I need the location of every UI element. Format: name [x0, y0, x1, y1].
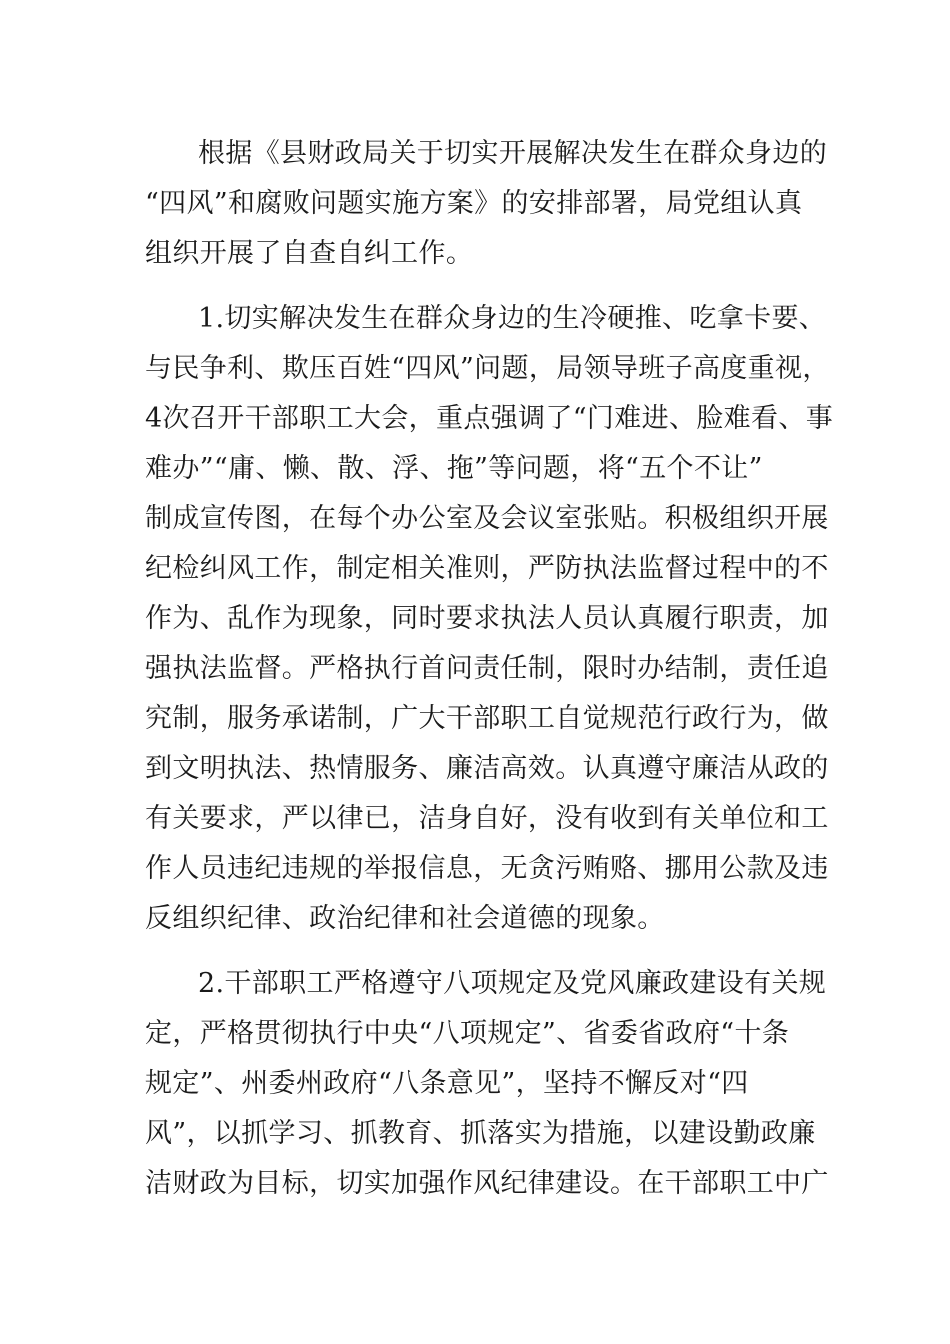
text-line: 规定”、州委州政府“八条意见”，坚持不懈反对“四 — [145, 1068, 749, 1099]
text-line: 难办”“庸、懒、散、浮、拖”等问题，将“五个不让” — [145, 453, 763, 484]
text-line: 根据《县财政局关于切实开展解决发生在群众身边的 — [198, 138, 828, 169]
text-line: “四风”和腐败问题实施方案》的安排部署，局党组认真 — [145, 188, 803, 219]
text-line: 与民争利、欺压百姓“四风”问题，局领导班子高度重视， — [145, 353, 830, 384]
text-line: 组织开展了自查自纠工作。 — [145, 238, 474, 269]
text-line: 纪检纠风工作，制定相关准则，严防执法监督过程中的不 — [145, 553, 829, 584]
text-line: 究制，服务承诺制，广大干部职工自觉规范行政行为，做 — [145, 703, 829, 734]
text-line: 强执法监督。严格执行首问责任制，限时办结制，责任追 — [145, 653, 829, 684]
text-line: 到文明执法、热情服务、廉洁高效。认真遵守廉洁从政的 — [145, 753, 829, 784]
text-line: 作为、乱作为现象，同时要求执法人员认真履行职责，加 — [145, 603, 829, 634]
text-line: 制成宣传图，在每个办公室及会议室张贴。积极组织开展 — [145, 503, 829, 534]
text-line: 作人员违纪违规的举报信息，无贪污贿赂、挪用公款及违 — [145, 853, 829, 884]
text-line: 2.干部职工严格遵守八项规定及党风廉政建设有关规 — [198, 968, 827, 999]
text-line: 反组织纪律、政治纪律和社会道德的现象。 — [145, 903, 665, 934]
text-line: 4次召开干部职工大会，重点强调了“门难进、脸难看、事 — [145, 403, 834, 434]
text-line: 1.切实解决发生在群众身边的生冷硬推、吃拿卡要、 — [198, 303, 827, 334]
text-line: 定，严格贯彻执行中央“八项规定”、省委省政府“十条 — [145, 1018, 790, 1049]
text-line: 风”，以抓学习、抓教育、抓落实为措施，以建设勤政廉 — [145, 1118, 816, 1149]
text-line: 有关要求，严以律已，洁身自好，没有收到有关单位和工 — [145, 803, 829, 834]
text-line: 洁财政为目标，切实加强作风纪律建设。在干部职工中广 — [145, 1168, 829, 1199]
